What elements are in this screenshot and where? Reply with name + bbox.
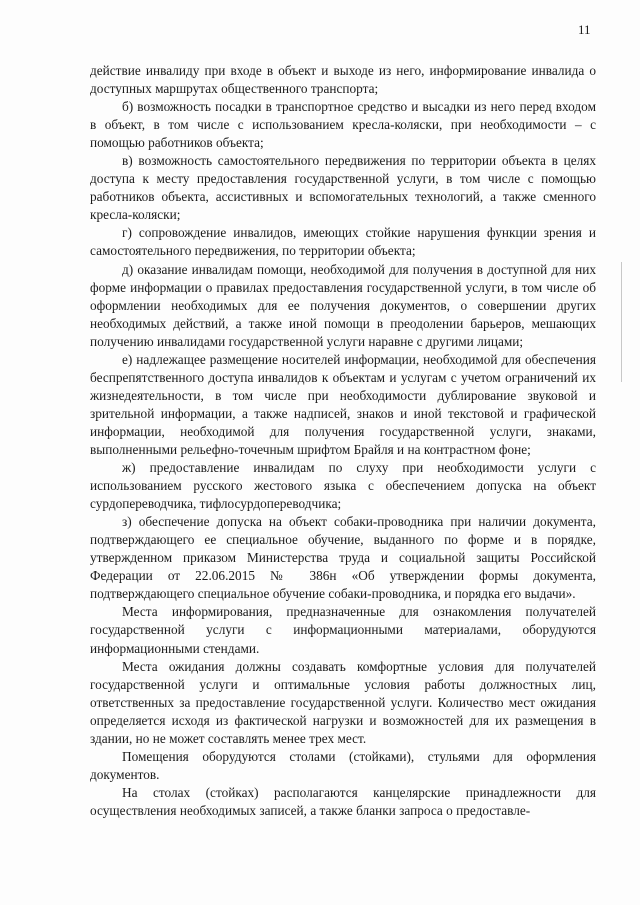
paragraph-item-v: в) возможность самостоятельного передвижения по территории объекта в целях доступа к месту предоставления государственной услуги, в том числе с помощью работников объекта, ассистивных и вспомогательных технологий, а также сменного кресла-коляски; bbox=[90, 153, 596, 223]
paragraph-item-e: е) надлежащее размещение носителей информации, необходимой для обеспечения беспрепятственного доступа инвалидов к объектам и услугам с учетом ограничений их жизнедеятельности, в том числе при необходимости дублирование звуковой и зрительной информации, а также надписей, знаков и иной текстовой и графической информации, необходимой для получения государственной услуги, знаками, выполненными рельефно-точечным шрифтом Брайля и на контрастном фоне; bbox=[90, 351, 596, 457]
paragraph-continuation: действие инвалиду при входе в объект и выходе из него, информирование инвалида о доступных маршрутах общественного транспорта; bbox=[90, 63, 596, 97]
paragraph-item-g: г) сопровождение инвалидов, имеющих стойкие нарушения функции зрения и самостоятельного передвижения, по территории объекта; bbox=[90, 225, 596, 259]
paragraph-item-zh: ж) предоставление инвалидам по слуху при необходимости услуги с использованием русского жестового языка с обеспечением допуска на объект сурдопереводчика, тифлосурдопереводчика; bbox=[90, 460, 596, 512]
scan-edge-mark bbox=[621, 262, 622, 382]
paragraph-item-b: б) возможность посадки в транспортное средство и высадки из него перед входом в объект, в том числе с использованием кресла-коляски, при необходимости – с помощью работников объекта; bbox=[90, 99, 596, 151]
document-body bbox=[90, 62, 596, 820]
paragraph-tables: На столах (стойках) располагаются канцелярские принадлежности для осуществления необходимых записей, а также бланки запроса о предоставле- bbox=[90, 784, 596, 818]
paragraph-premises: Помещения оборудуются столами (стойками), стульями для оформления документов. bbox=[90, 748, 596, 782]
paragraph-item-d: д) оказание инвалидам помощи, необходимой для получения в доступной для них форме информации о правилах предоставления государственной услуги, в том числе об оформлении необходимых для ее получения документов, о совершении других необходимых действий, а также иной помощи в преодолении барьеров, мешающих получению инвалидами государственной услуги наравне с другими лицами; bbox=[90, 261, 596, 349]
paragraph-info-places: Места информирования, предназначенные для ознакомления получателей государственной услуги с информационными материалами, оборудуются информационными стендами. bbox=[90, 604, 596, 656]
page-number: 11 bbox=[578, 22, 591, 37]
paragraph-waiting-places: Места ожидания должны создавать комфортные условия для получателей государственной услуги и оптимальные условия работы должностных лиц, ответственных за предоставление государственной услуги. Количество мест ожидания определяется исходя из фактической нагрузки и возможностей для их размещения в здании, но не может составлять менее трех мест. bbox=[90, 658, 596, 746]
paragraph-item-z: з) обеспечение допуска на объект собаки-проводника при наличии документа, подтверждающего ее специальное обучение, выданного по форме и в порядке, утвержденном приказом Министерства труда и социальной защиты Российской Федерации от 22.06.2015 № 386н «Об утверждении формы документа, подтверждающего специальное обучение собаки-проводника, и порядка его выдачи». bbox=[90, 514, 596, 602]
